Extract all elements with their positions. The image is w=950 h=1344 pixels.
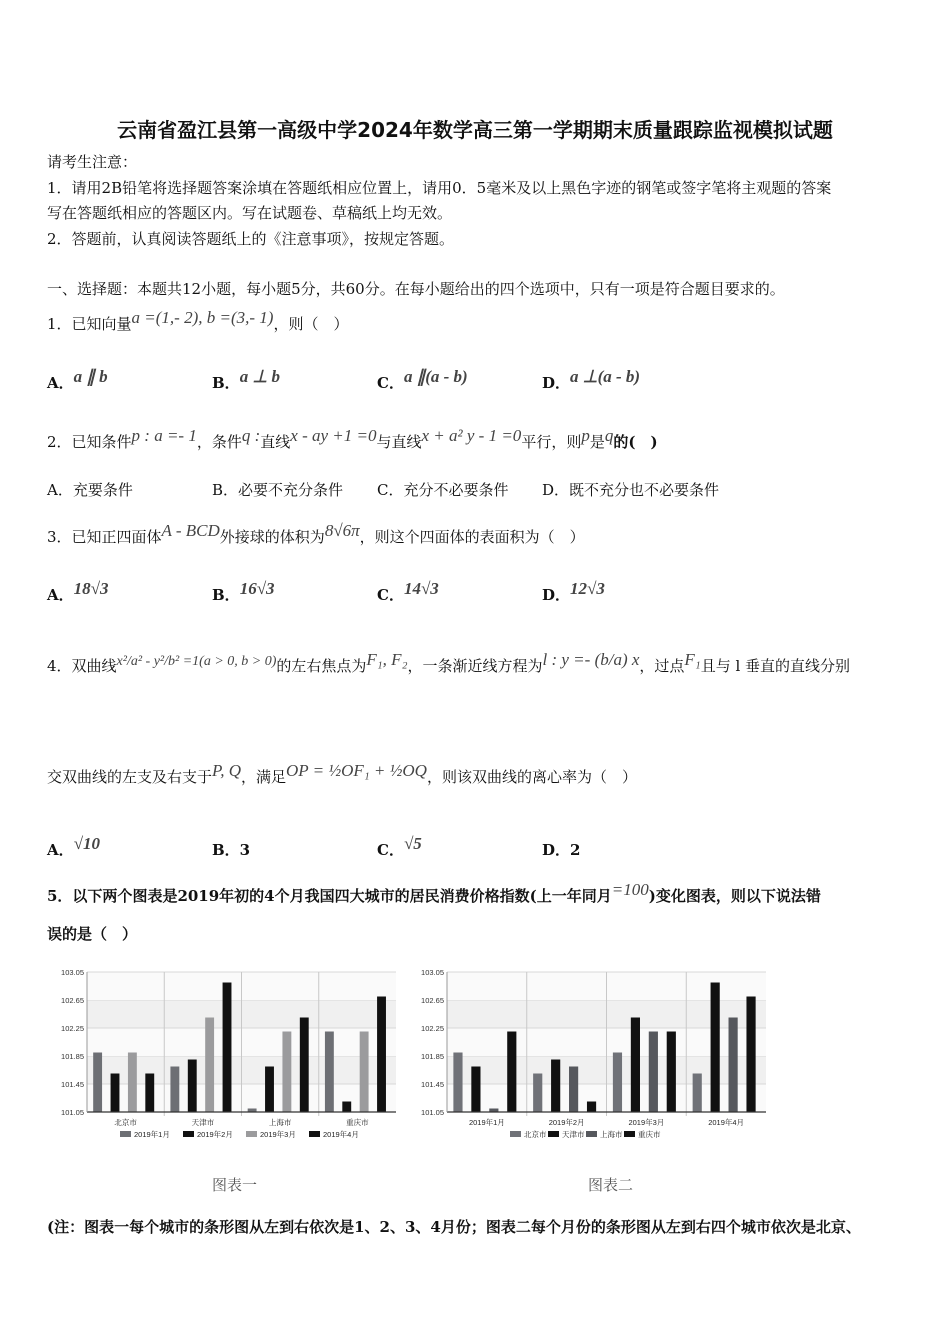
- q3-option-b[interactable]: B．16√3: [212, 579, 275, 604]
- q3-option-d[interactable]: D．12√3: [542, 579, 605, 604]
- x-tick-label: 2019年3月: [628, 1118, 665, 1127]
- q-math: a =(1,- 2), b =(3,- 1): [131, 308, 274, 327]
- y-tick-label: 101.05: [61, 1108, 84, 1117]
- legend-label: 2019年1月: [134, 1130, 170, 1139]
- question-1: [47, 308, 349, 334]
- bar: [729, 1018, 738, 1113]
- legend-label: 2019年4月: [323, 1130, 359, 1139]
- q2-option-b[interactable]: B．必要不充分条件: [212, 481, 344, 499]
- chart-2-caption: 图表二: [588, 1176, 634, 1194]
- q1-option-c[interactable]: C．a ∥(a - b): [377, 367, 468, 392]
- bar: [711, 983, 720, 1113]
- legend-swatch: [586, 1131, 597, 1137]
- q3-option-a[interactable]: A．18√3: [47, 579, 109, 604]
- bar: [507, 1032, 516, 1113]
- q4-option-d[interactable]: D．2: [542, 841, 581, 859]
- bar: [631, 1018, 640, 1113]
- legend-swatch: [510, 1131, 521, 1137]
- bar: [360, 1032, 369, 1113]
- question-5: 5．以下两个图表是2019年初的4个月我国四大城市的居民消费价格指数(上一年同月=100)变化图表，则以下说法错: [47, 880, 821, 905]
- chart-1: [50, 962, 400, 1156]
- legend-swatch: [548, 1131, 559, 1137]
- q1-option-d[interactable]: D．a ⊥(a - b): [542, 367, 641, 392]
- question-2: 2．已知条件p : a =- 1，条件q :直线x - ay +1 =0与直线x + a² y - 1 =0平行，则p是q的( ): [47, 426, 658, 451]
- x-tick-label: 天津市: [191, 1118, 215, 1127]
- q-text: ，则（ ）: [273, 315, 349, 333]
- notice-heading: 请考生注意：: [47, 153, 138, 171]
- q2-option-a[interactable]: A．充要条件: [47, 481, 133, 499]
- q2-option-d[interactable]: D．既不充分也不必要条件: [542, 481, 720, 499]
- y-tick-label: 101.85: [421, 1052, 444, 1061]
- bar: [377, 997, 386, 1113]
- legend-swatch: [246, 1131, 257, 1137]
- y-tick-label: 101.45: [421, 1080, 444, 1089]
- bar: [533, 1074, 542, 1113]
- y-tick-label: 101.05: [421, 1108, 444, 1117]
- legend-label: 重庆市: [638, 1130, 661, 1139]
- x-tick-label: 北京市: [114, 1118, 137, 1127]
- bar: [453, 1053, 462, 1113]
- bar: [300, 1018, 309, 1113]
- q1-option-b[interactable]: B．a ⊥ b: [212, 367, 280, 392]
- q4-option-b[interactable]: B．3: [212, 841, 251, 859]
- y-tick-label: 102.65: [421, 996, 444, 1005]
- bar: [342, 1102, 351, 1113]
- x-tick-label: 上海市: [268, 1118, 292, 1127]
- y-tick-label: 101.85: [61, 1052, 84, 1061]
- bar: [693, 1074, 702, 1113]
- x-tick-label: 2019年1月: [468, 1118, 505, 1127]
- bar: [282, 1032, 291, 1113]
- chart-1-caption: 图表一: [212, 1176, 258, 1194]
- notice-line: 2．答题前，认真阅读答题纸上的《注意事项》，按规定答题。: [47, 230, 455, 248]
- legend-swatch: [183, 1131, 194, 1137]
- q-text: 1．已知向量: [47, 315, 132, 333]
- q4-option-a[interactable]: A．√10: [47, 834, 100, 859]
- y-tick-label: 102.25: [421, 1024, 444, 1033]
- bar: [188, 1060, 197, 1113]
- section-heading: 一、选择题：本题共12小题，每小题5分，共60分。在每小题给出的四个选项中，只有一项是符合题目要求的。: [47, 280, 785, 298]
- legend-swatch: [120, 1131, 131, 1137]
- x-tick-label: 重庆市: [346, 1118, 369, 1127]
- legend-label: 上海市: [600, 1130, 623, 1139]
- bar: [170, 1067, 179, 1113]
- bar: [111, 1074, 120, 1113]
- bar: [205, 1018, 214, 1113]
- x-tick-label: 2019年2月: [548, 1118, 585, 1127]
- notice-line: 1．请用2B铅笔将选择题答案涂填在答题纸相应位置上，请用0．5毫米及以上黑色字迹的钢笔或签字笔将主观题的答案: [47, 179, 832, 197]
- bar: [223, 983, 232, 1113]
- bar: [265, 1067, 274, 1113]
- legend-label: 2019年3月: [260, 1130, 296, 1139]
- question-4-cont: 交双曲线的左支及右支于P, Q，满足OP = ½OF₁ + ½OQ，则该双曲线的离心率为（ ）: [47, 761, 637, 786]
- question-3: 3．已知正四面体A - BCD外接球的体积为8√6π，则这个四面体的表面积为（ ）: [47, 521, 585, 546]
- q2-option-c[interactable]: C．充分不必要条件: [377, 481, 509, 499]
- page-title: 云南省盈江县第一高级中学2024年数学高三第一学期期末质量跟踪监视模拟试题: [117, 118, 833, 142]
- question-4: 4．双曲线x²/a² - y²/b² =1(a > 0, b > 0)的左右焦点为F₁, F₂，一条渐近线方程为l : y =- (b/a) x，过点F₁且与 l 垂直的直线分别: [47, 650, 851, 675]
- legend-swatch: [624, 1131, 635, 1137]
- bar: [587, 1102, 596, 1113]
- legend-label: 天津市: [562, 1130, 585, 1139]
- y-tick-label: 101.45: [61, 1080, 84, 1089]
- bar: [569, 1067, 578, 1113]
- legend-label: 北京市: [524, 1130, 547, 1139]
- q3-option-c[interactable]: C．14√3: [377, 579, 439, 604]
- y-tick-label: 102.25: [61, 1024, 84, 1033]
- x-tick-label: 2019年4月: [708, 1118, 745, 1127]
- q4-option-c[interactable]: C．√5: [377, 834, 422, 859]
- bar: [667, 1032, 676, 1113]
- bar: [93, 1053, 102, 1113]
- question-5-cont: 误的是（ ）: [47, 925, 138, 943]
- y-tick-label: 103.05: [421, 968, 444, 977]
- q1-option-a[interactable]: A．a ∥ b: [47, 367, 108, 392]
- bar: [746, 997, 755, 1113]
- bar: [551, 1060, 560, 1113]
- bar: [613, 1053, 622, 1113]
- notice-line: 写在答题纸相应的答题区内。写在试题卷、草稿纸上均无效。: [47, 204, 453, 222]
- chart-2: [410, 962, 770, 1156]
- legend-swatch: [309, 1131, 320, 1137]
- y-tick-label: 102.65: [61, 996, 84, 1005]
- bar: [325, 1032, 334, 1113]
- bar: [471, 1067, 480, 1113]
- y-tick-label: 103.05: [61, 968, 84, 977]
- legend-label: 2019年2月: [197, 1130, 233, 1139]
- footnote: (注：图表一每个城市的条形图从左到右依次是1、2、3、4月份；图表二每个月份的条形图从左到右四个城市依次是北京、: [47, 1218, 861, 1236]
- bar: [145, 1074, 154, 1113]
- bar: [649, 1032, 658, 1113]
- bar: [128, 1053, 137, 1113]
